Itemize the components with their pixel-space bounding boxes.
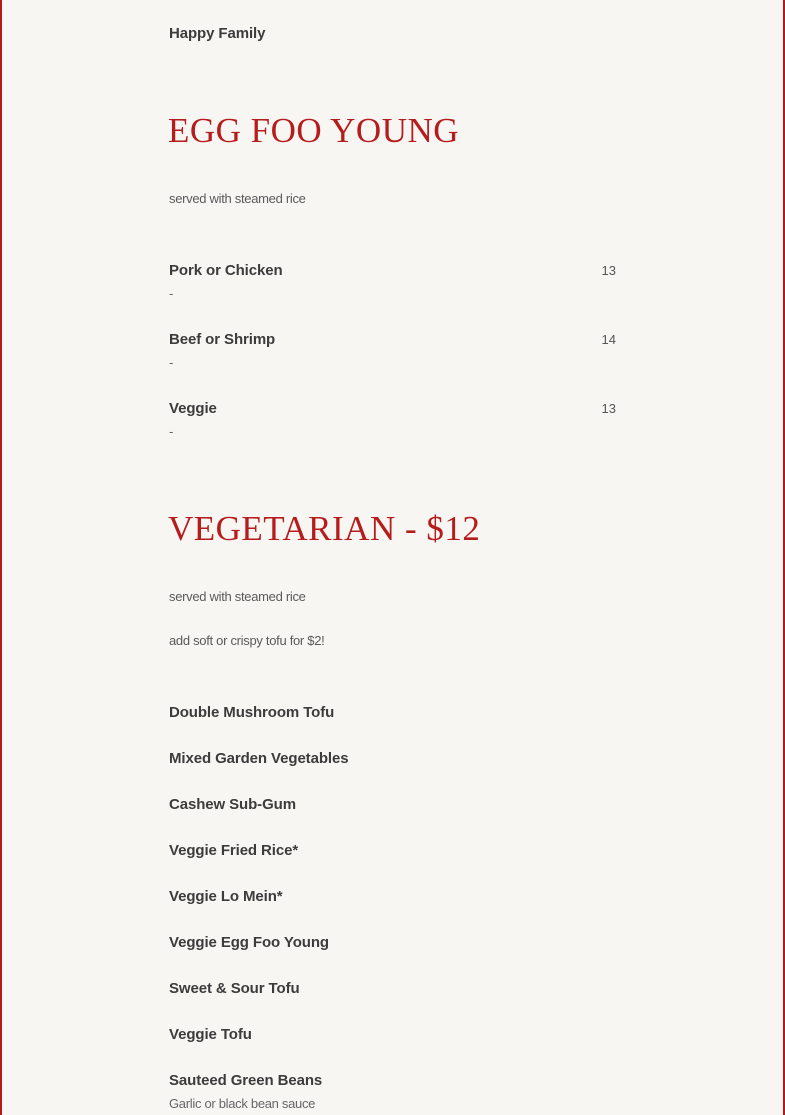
menu-item-name: Cashew Sub-Gum [169,796,296,813]
menu-item-name: Pork or Chicken [169,262,283,279]
menu-item-name: Veggie Egg Foo Young [169,934,329,951]
menu-item-desc: - [169,424,174,439]
section-title-egg-foo-young: EGG FOO YOUNG [168,111,460,150]
menu-item-price: 13 [601,401,616,416]
page-border-left [0,0,2,1115]
menu-item-name: Double Mushroom Tofu [169,704,335,721]
section-note: served with steamed rice [169,191,306,206]
menu-item-name: Sauteed Green Beans [169,1072,323,1089]
menu-item-name: Veggie Lo Mein* [169,888,283,905]
menu-item-desc: Garlic or black bean sauce [169,1096,316,1111]
section-title-vegetarian: VEGETARIAN - $12 [168,509,481,548]
menu-item-desc: - [169,355,174,370]
section-note: served with steamed rice [169,589,306,604]
menu-item-price: 13 [601,263,616,278]
menu-item-desc: - [169,286,174,301]
menu-item-name: Mixed Garden Vegetables [169,750,349,767]
menu-item-name: Sweet & Sour Tofu [169,980,300,997]
menu-item-name: Happy Family [169,25,266,42]
section-note-tofu: add soft or crispy tofu for $2! [169,633,325,648]
menu-item-name: Beef or Shrimp [169,331,276,348]
menu-item-name: Veggie [169,400,217,417]
menu-item-name: Veggie Tofu [169,1026,252,1043]
menu-item-price: 14 [601,332,616,347]
menu-item-name: Veggie Fried Rice* [169,842,299,859]
